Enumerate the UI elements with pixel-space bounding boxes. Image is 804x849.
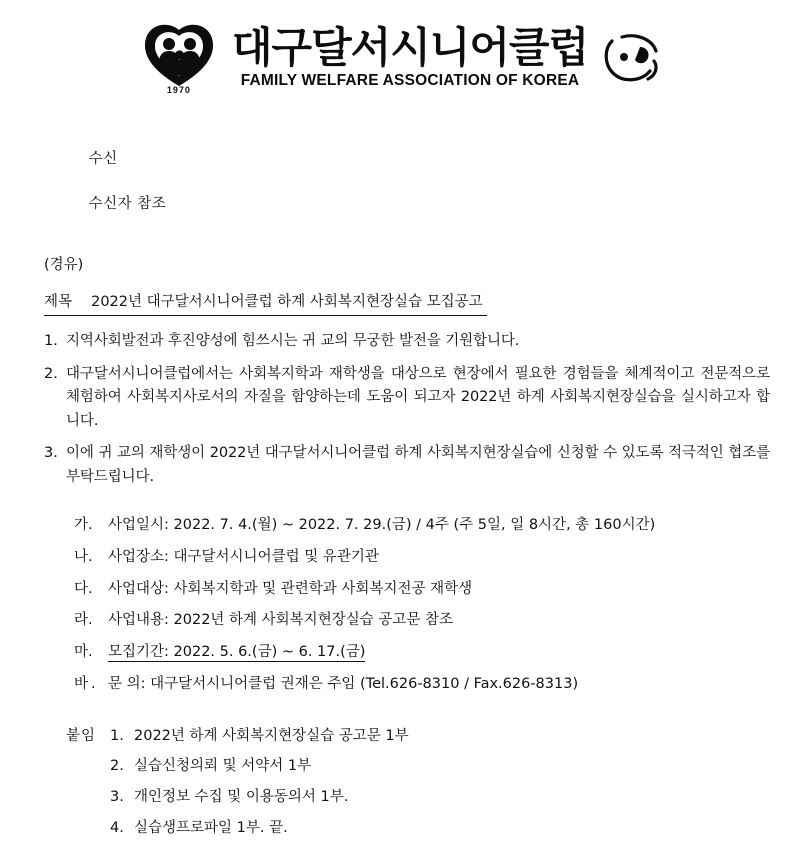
detail-item-location [74, 547, 770, 569]
detail-item-index: 가. [74, 517, 93, 534]
subject-row [44, 291, 487, 316]
attachment-head [66, 726, 770, 849]
attachment-item-text: 실습신청의뢰 및 서약서 1부 [134, 758, 312, 775]
detail-item-contact [74, 674, 770, 696]
attachment-item-text: 개인정보 수집 및 이용동의서 1부. [134, 789, 349, 806]
attachment-item [110, 787, 770, 809]
numbered-item-text: 이에 귀 교의 재학생이 2022년 대구달서시니어클럽 하계 사회복지현장실습에 신청할 수 있도록 적극적인 협조를 부탁드립니다. [66, 445, 770, 485]
attachment-label: 붙임 [66, 727, 97, 744]
attachment-list [110, 726, 770, 849]
detail-item-index: 마. [74, 644, 93, 661]
attachment-item-number: 1. [110, 727, 124, 744]
detail-item-index: 다. [74, 580, 93, 597]
recipient-line [58, 126, 770, 238]
attachment-item-number: 3. [110, 789, 124, 806]
numbered-item-index: 2. [44, 365, 58, 382]
attachment-item-text: 실습생프로파일 1부. 끝. [134, 819, 288, 836]
detail-item-text: 사업대상: 사회복지학과 및 관련학과 사회복지전공 재학생 [108, 580, 473, 597]
detail-item-text: 사업내용: 2022년 하계 사회복지현장실습 공고문 참조 [108, 612, 453, 629]
numbered-item-text: 대구달서시니어클럽에서는 사회복지학과 재학생을 대상으로 현장에서 필요한 경험들을 체계적이고 전문적으로 체험하여 사회복지사로서의 자질을 함양하는데 도움이 되고자 2022년 하계 사회복지현장실습을 실시하고자 합니다. [66, 365, 770, 429]
detail-item-schedule [74, 515, 770, 537]
detail-item-text: 사업장소: 대구달서시니어클럽 및 유관기관 [108, 548, 379, 565]
numbered-item [44, 442, 770, 489]
detail-item-text-underlined: 모집기간: 2022. 5. 6.(금) ~ 6. 17.(금) [108, 644, 366, 661]
attachment-section [44, 726, 770, 849]
attachment-item-text: 2022년 하계 사회복지현장실습 공고문 1부 [134, 727, 409, 744]
attachment-item-number: 4. [110, 819, 124, 836]
via-line: (경유) [44, 257, 84, 274]
detail-item-application-period [74, 642, 770, 664]
detail-item-text: 사업일시: 2022. 7. 4.(월) ~ 2022. 7. 29.(금) / 4주 (주 5일, 일 8시간, 총 160시간) [108, 517, 656, 534]
numbered-paragraph-list [44, 330, 770, 489]
organization-name-block [231, 23, 589, 90]
association-emblem-icon [602, 31, 664, 85]
numbered-item [44, 363, 770, 433]
letterhead [0, 0, 804, 104]
organization-name-english: FAMILY WELFARE ASSOCIATION OF KOREA [240, 72, 580, 90]
detail-item-text [108, 642, 770, 664]
logo-year-label: 1970 [166, 85, 191, 95]
attachment-item [110, 818, 770, 840]
attachment-item [110, 726, 770, 748]
attachment-item-number: 2. [110, 758, 124, 775]
recipient-label: 수신 [88, 151, 118, 168]
subject-value: 2022년 대구달서시니어클럽 하계 사회복지현장실습 모집공고 [91, 293, 483, 310]
organization-logo-icon [140, 22, 218, 94]
numbered-item-index: 3. [44, 445, 58, 462]
recipient-value: 수신자 참조 [88, 196, 167, 213]
detail-item-index: 바. [74, 675, 99, 692]
attachment-item [110, 756, 770, 778]
numbered-item-index: 1. [44, 333, 58, 350]
detail-list [44, 515, 770, 696]
document-body [0, 104, 804, 849]
detail-item-target [74, 579, 770, 601]
numbered-item-text: 지역사회발전과 후진양성에 힘쓰시는 귀 교의 무궁한 발전을 기원합니다. [66, 333, 520, 350]
detail-item-text: 문 의: 대구달서시니어클럽 권재은 주임 (Tel.626-8310 / Fax.626-8313) [108, 675, 579, 692]
detail-item-index: 라. [74, 612, 93, 629]
numbered-item [44, 330, 770, 353]
detail-item-index: 나. [74, 548, 93, 565]
organization-name-korean: 대구달서시니어클럽 [231, 23, 589, 73]
detail-item-content [74, 610, 770, 632]
subject-label: 제목 [44, 293, 73, 310]
